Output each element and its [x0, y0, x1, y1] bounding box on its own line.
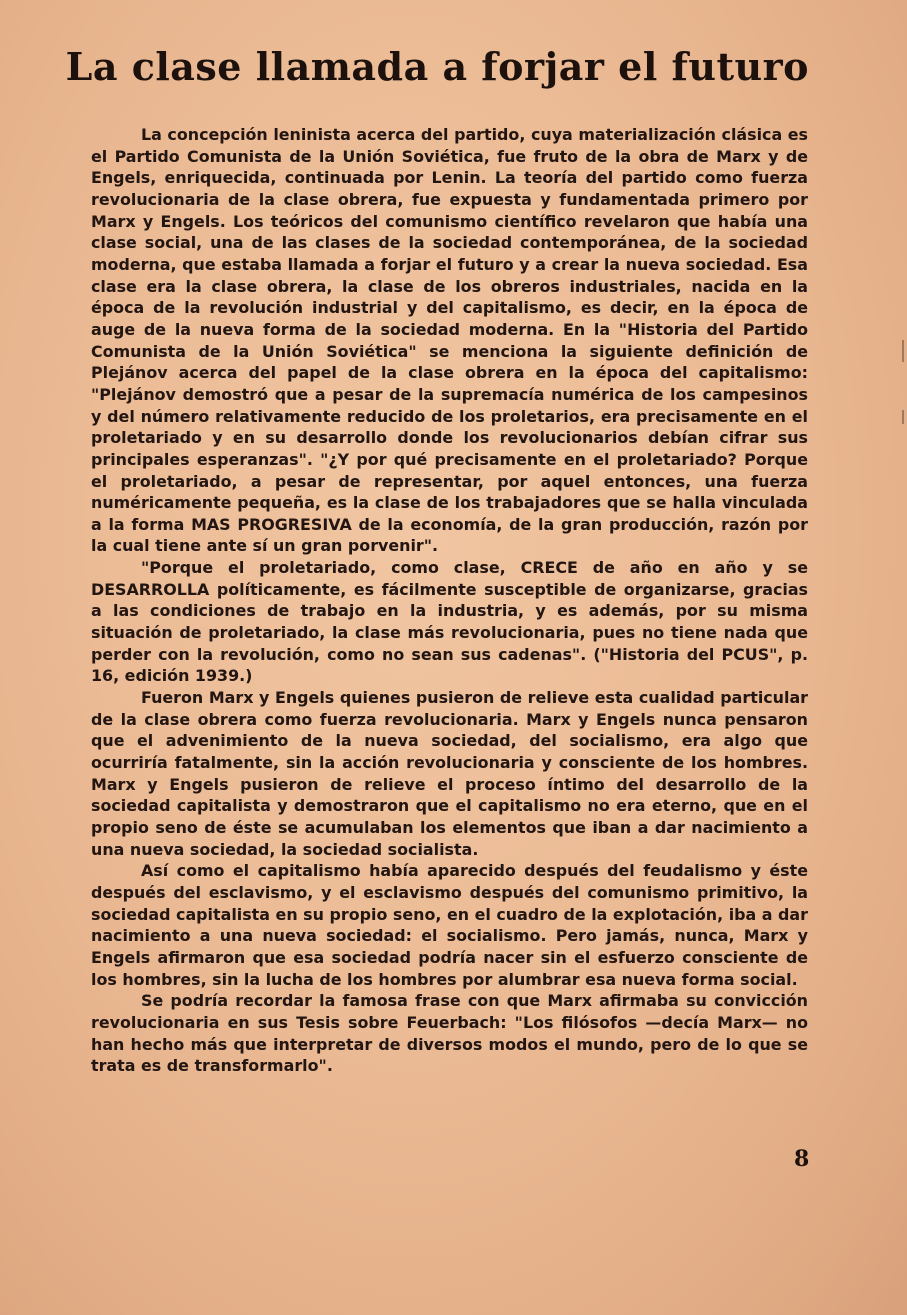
paragraph-1: La concepción leninista acerca del partido, cuya materialización clásica es el Partido Comunista de la Unión Soviética, fue fruto de la obra de Marx y de Engels, enriquecida, continuada por Lenin. La teoría del partido como fuerza revolucionaria de la clase obrera, fue expuesta y fundamentada primero por Marx y Engels. Los teóricos del comunismo científico revelaron que había una clase social, una de las clases de la sociedad contemporánea, de la sociedad moderna, que estaba llamada a forjar el futuro y a crear la nueva sociedad. Esa clase era la clase obrera, la clase de los obreros industriales, nacida en la época de la revolución industrial y del capitalismo, es decir, en la época de auge de la nueva forma de la sociedad moderna. En la "Historia del Partido Comunista de la Unión Soviética" se menciona la siguiente definición de Plejánov acerca del papel de la clase obrera en la época del capitalismo: "Plejánov demostró que a pesar de la supremacía numérica de los campesinos y del número relativamente reducido de los proletarios, era precisamente en el proletariado y en su desarrollo donde los revolucionarios debían cifrar sus principales esperanzas". "¿Y por qué precisamente en el proletariado? Porque el proletariado, a pesar de representar, por aquel entonces, una fuerza numéricamente pequeña, es la clase de los trabajadores que se halla vinculada a la forma MAS PROGRESIVA de la economía, de la gran producción, razón por la cual tiene ante sí un gran porvenir". [91, 125, 808, 556]
paragraph-5: Se podría recordar la famosa frase con que Marx afirmaba su convicción revolucionaria en sus Tesis sobre Feuerbach: "Los filósofos —decía Marx— no han hecho más que interpretar de diversos modos el mundo, pero de lo que se trata es de transformarlo". [91, 991, 808, 1076]
paragraph-3: Fueron Marx y Engels quienes pusieron de relieve esta cualidad particular de la clase obrera como fuerza revolucionaria. Marx y Engels nunca pensaron que el advenimiento de la nueva sociedad, del socialismo, era algo que ocurriría fatalmente, sin la acción revolucionaria y consciente de los hombres. Marx y Engels pusieron de relieve el proceso íntimo del desarrollo de la sociedad capitalista y demostraron que el capitalismo no era eterno, que en el propio seno de éste se acumulaban los elementos que iban a dar nacimiento a una nueva sociedad, la sociedad socialista. [91, 688, 808, 859]
page-title: La clase llamada a forjar el futuro [65, 44, 809, 89]
paper-edge-mark [902, 410, 904, 424]
article-body [91, 124, 808, 1077]
paper-edge-mark [902, 340, 904, 362]
paragraph-2: "Porque el proletariado, como clase, CRECE de año en año y se DESARROLLA políticamente, es fácilmente susceptible de organizarse, gracias a las condiciones de trabajo en la industria, y es además, por su misma situación de proletariado, la clase más revolucionaria, pues no tiene nada que perder con la revolución, como no sean sus cadenas". ("Historia del PCUS", p. 16, edición 1939.) [91, 558, 808, 686]
page-number: 8 [794, 1146, 810, 1172]
paragraph-4: Así como el capitalismo había aparecido después del feudalismo y éste después del esclavismo, y el esclavismo después del comunismo primitivo, la sociedad capitalista en su propio seno, en el cuadro de la explotación, iba a dar nacimiento a una nueva sociedad: el socialismo. Pero jamás, nunca, Marx y Engels afirmaron que esa sociedad podría nacer sin el esfuerzo consciente de los hombres, sin la lucha de los hombres por alumbrar esa nueva forma social. [91, 861, 808, 989]
